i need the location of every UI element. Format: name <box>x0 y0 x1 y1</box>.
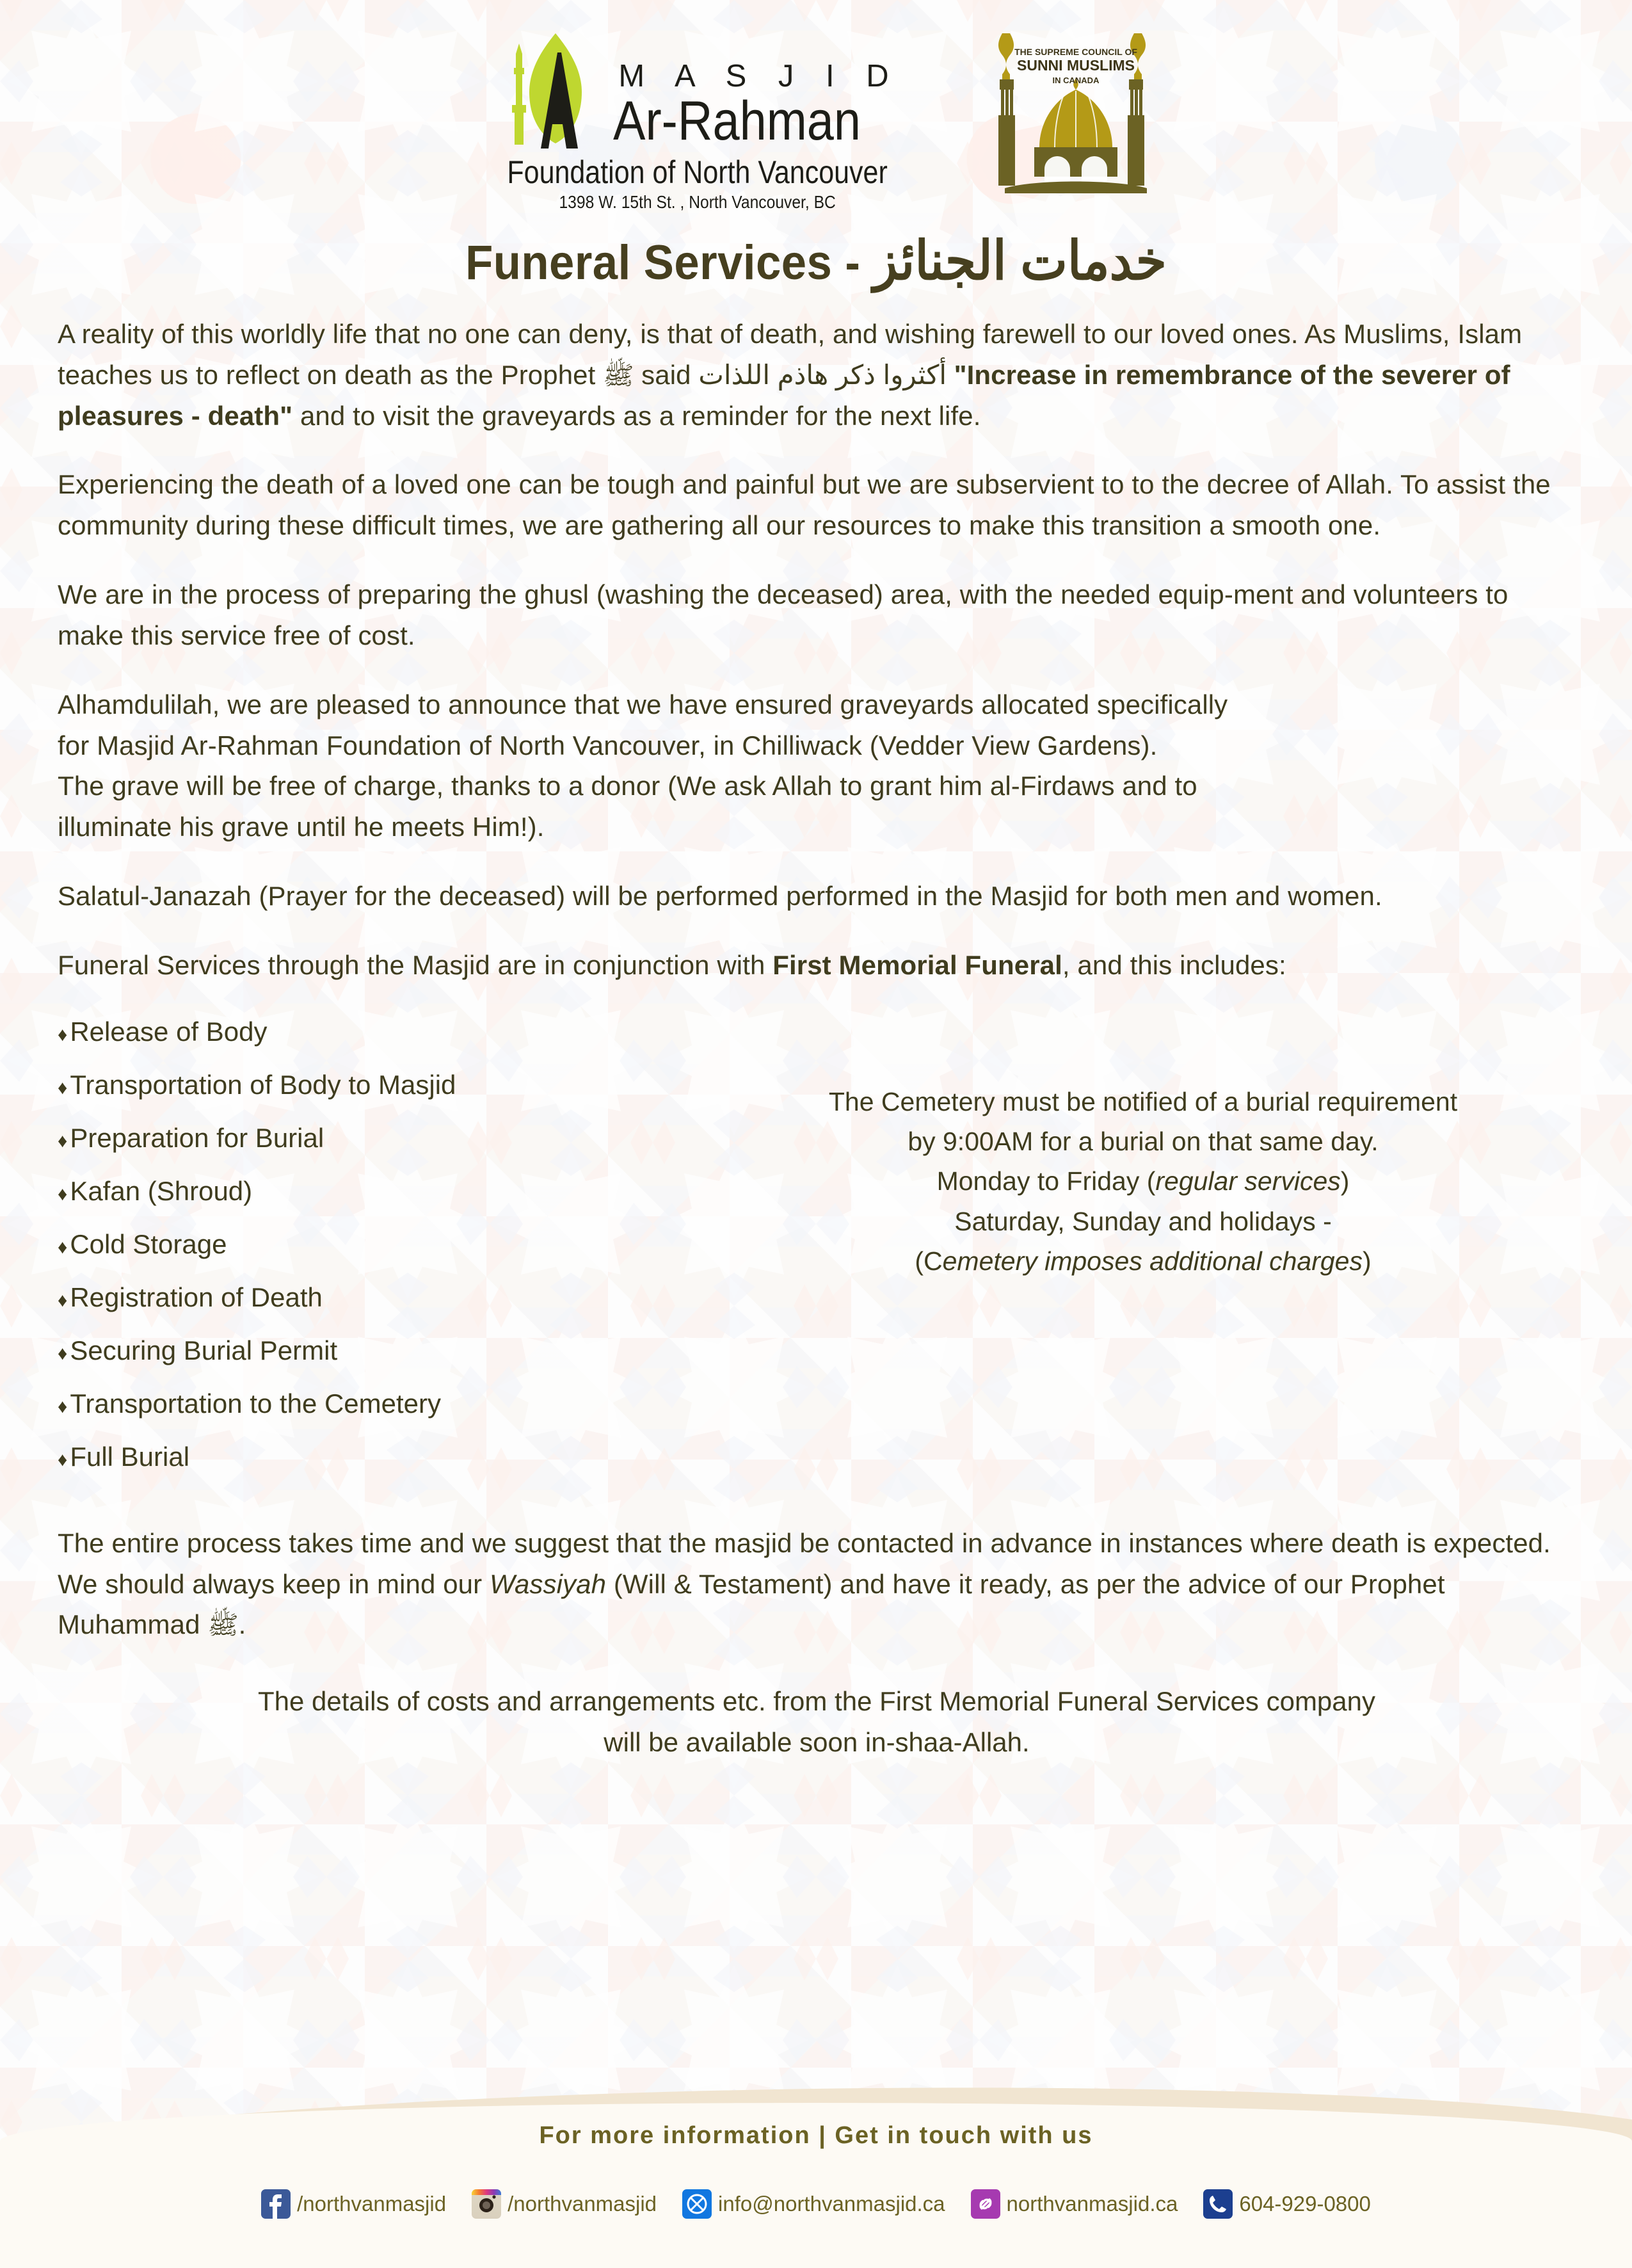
diamond-bullet-icon: ♦ <box>58 1236 68 1258</box>
intro-text-a: A reality of this worldly life that no one can deny, is that of death, and wishing farewell to our loved ones. As Muslims, Islam teaches us to reflect on death as the Prophet <box>58 319 1523 390</box>
list-item <box>58 1011 749 1052</box>
email-icon[interactable] <box>682 2189 712 2219</box>
first-memorial-text-b: , and this includes: <box>1062 949 1286 980</box>
service-label: Registration of Death <box>70 1282 323 1312</box>
council-line2: SUNNI MUSLIMS <box>1016 57 1135 74</box>
phone-icon[interactable] <box>1203 2189 1233 2219</box>
phone-number[interactable]: 604-929-0800 <box>1239 2192 1371 2216</box>
diamond-bullet-icon: ♦ <box>58 1289 68 1311</box>
advance-contact-text-a: The entire process takes time and we suggest that the masjid be contacted in advance in instances where death is expected. We should always keep in mind our <box>58 1527 1551 1599</box>
footer-headline: For more information | Get in touch with us <box>539 2122 1093 2149</box>
logo-address: 1398 W. 15th St. , North Vancouver, BC <box>559 192 836 212</box>
advance-contact-text-c: . <box>238 1609 246 1640</box>
contact-email[interactable] <box>682 2189 945 2219</box>
service-label: Preparation for Burial <box>70 1122 324 1153</box>
diamond-bullet-icon: ♦ <box>58 1024 68 1045</box>
facebook-icon[interactable] <box>261 2189 291 2219</box>
wassiyah-italic: Wassiyah <box>489 1568 607 1599</box>
supreme-council-logo <box>996 28 1156 195</box>
cemetery-notice-line-5 <box>749 1241 1537 1281</box>
diamond-bullet-icon: ♦ <box>58 1342 68 1364</box>
intro-arabic-hadith: أكثروا ذكر هاذم اللذات <box>698 359 947 390</box>
list-item <box>58 1224 749 1264</box>
header <box>0 0 1632 213</box>
diamond-bullet-icon: ♦ <box>58 1395 68 1417</box>
masjid-logo <box>476 28 918 213</box>
instagram-icon[interactable] <box>472 2189 501 2219</box>
cost-details-line-1: The details of costs and arrangements etc. from the First Memorial Funeral Services company <box>257 1686 1376 1717</box>
contact-phone[interactable] <box>1203 2189 1371 2219</box>
weekend-paren-close: ) <box>1362 1246 1372 1276</box>
logo-word-masjid: M A S J I D <box>618 59 900 94</box>
cost-details-line-2: will be available soon in-shaa-Allah. <box>604 1727 1030 1758</box>
cemetery-notice-line-2: by 9:00AM for a burial on that same day. <box>908 1127 1379 1157</box>
website-url[interactable]: northvanmasjid.ca <box>1006 2192 1178 2216</box>
graveyards-line-2: for Masjid Ar-Rahman Foundation of North Vancouver, in Chilliwack (Vedder View Gardens). <box>58 730 1158 760</box>
list-item <box>58 1065 749 1105</box>
service-label: Cold Storage <box>70 1228 227 1259</box>
list-item <box>58 1330 749 1371</box>
body-content <box>0 314 1632 1490</box>
diamond-bullet-icon: ♦ <box>58 1130 68 1152</box>
advance-contact-text-b: (Will & Testament) and have it ready, as per the advice of our Prophet Muhammad <box>58 1568 1445 1640</box>
list-item <box>58 1436 749 1477</box>
paragraph-first-memorial <box>58 945 1576 986</box>
graveyards-line-4: illuminate his grave until he meets Him!). <box>58 812 545 842</box>
council-line1: THE SUPREME COUNCIL OF <box>1014 47 1137 57</box>
cemetery-notice-line-1: The Cemetery must be notified of a burial requirement <box>828 1086 1458 1116</box>
contact-row <box>0 2189 1632 2219</box>
email-address[interactable]: info@northvanmasjid.ca <box>718 2192 945 2216</box>
sallallahu-alayhi-wasallam-glyph: ﷺ <box>603 361 634 390</box>
logo-word-name: Ar-Rahman <box>613 90 861 152</box>
footer <box>0 2089 1632 2268</box>
cemetery-notice-line-3 <box>749 1161 1537 1201</box>
service-label: Kafan (Shroud) <box>70 1175 253 1206</box>
service-label: Release of Body <box>70 1016 268 1047</box>
service-label: Full Burial <box>70 1441 190 1472</box>
services-list <box>58 1011 749 1477</box>
minaret-icon <box>495 28 607 150</box>
services-and-note-columns <box>58 1011 1576 1490</box>
services-column <box>58 1011 749 1490</box>
paragraph-ghusl-area: We are in the process of preparing the ghusl (washing the deceased) area, with the needed equip-ment and volunteers to make this service free of cost. <box>58 579 1508 650</box>
council-line3: IN CANADA <box>1052 76 1100 85</box>
list-item <box>58 1118 749 1158</box>
weekday-paren-close: ) <box>1340 1166 1350 1196</box>
paragraph-graveyards <box>58 684 1576 848</box>
first-memorial-partner-name: First Memorial Funeral <box>772 949 1062 980</box>
contact-website[interactable] <box>971 2189 1178 2219</box>
service-label: Securing Burial Permit <box>70 1335 338 1365</box>
intro-text-c: and to visit the graveyards as a reminder for the next life. <box>292 400 981 431</box>
diamond-bullet-icon: ♦ <box>58 1077 68 1098</box>
graveyards-line-1: Alhamdulilah, we are pleased to announce that we have ensured graveyards allocated specifically <box>58 689 1228 720</box>
list-item <box>58 1277 749 1317</box>
paragraph-advance-contact <box>58 1523 1576 1645</box>
diamond-bullet-icon: ♦ <box>58 1183 68 1205</box>
facebook-handle[interactable]: /northvanmasjid <box>297 2192 447 2216</box>
sallallahu-alayhi-wasallam-glyph: ﷺ <box>207 1611 239 1640</box>
page-title-english: Funeral Services - <box>465 236 874 290</box>
paragraph-cost-details <box>58 1681 1576 1763</box>
service-label: Transportation of Body to Masjid <box>70 1069 456 1100</box>
intro-text-b: said <box>634 359 699 390</box>
weekday-note-italic: regular services <box>1155 1166 1341 1196</box>
list-item <box>58 1383 749 1424</box>
cemetery-notice-line-4: Saturday, Sunday and holidays - <box>954 1206 1332 1236</box>
link-icon[interactable] <box>971 2189 1000 2219</box>
paragraph-intro <box>58 314 1576 436</box>
page-title <box>57 229 1575 292</box>
service-label: Transportation to the Cemetery <box>70 1388 442 1419</box>
first-memorial-text-a: Funeral Services through the Masjid are in conjunction with <box>58 949 773 980</box>
diamond-bullet-icon: ♦ <box>58 1449 68 1470</box>
weekend-paren-open: (C <box>915 1246 943 1276</box>
intro-hadith-bold: "Increase in remembrance of the severer of pleasures - death" <box>58 359 1510 431</box>
logo-word-foundation: Foundation of North Vancouver <box>507 154 888 190</box>
closing-content <box>0 1523 1632 1763</box>
graveyards-line-3: The grave will be free of charge, thanks to a donor (We ask Allah to grant him al-Firdaws and to <box>58 771 1197 801</box>
contact-instagram[interactable] <box>472 2189 657 2219</box>
paragraph-salatul-janazah: Salatul-Janazah (Prayer for the deceased) will be performed performed in the Masjid for both men and women. <box>58 881 1382 912</box>
weekday-label: Monday to Friday ( <box>936 1166 1156 1196</box>
instagram-handle[interactable]: /northvanmasjid <box>508 2192 657 2216</box>
cemetery-notice <box>749 1011 1576 1282</box>
weekend-note-italic: emetery imposes additional charges <box>942 1246 1363 1276</box>
page-title-arabic: خدمات الجنائز <box>873 230 1167 291</box>
list-item <box>58 1171 749 1211</box>
contact-facebook[interactable] <box>261 2189 446 2219</box>
paragraph-experiencing-death: Experiencing the death of a loved one can be tough and painful but we are subservient to to the decree of Allah. To assist the community during these difficult times, we are gathering all our resources to make this transition a smooth one. <box>58 469 1551 541</box>
